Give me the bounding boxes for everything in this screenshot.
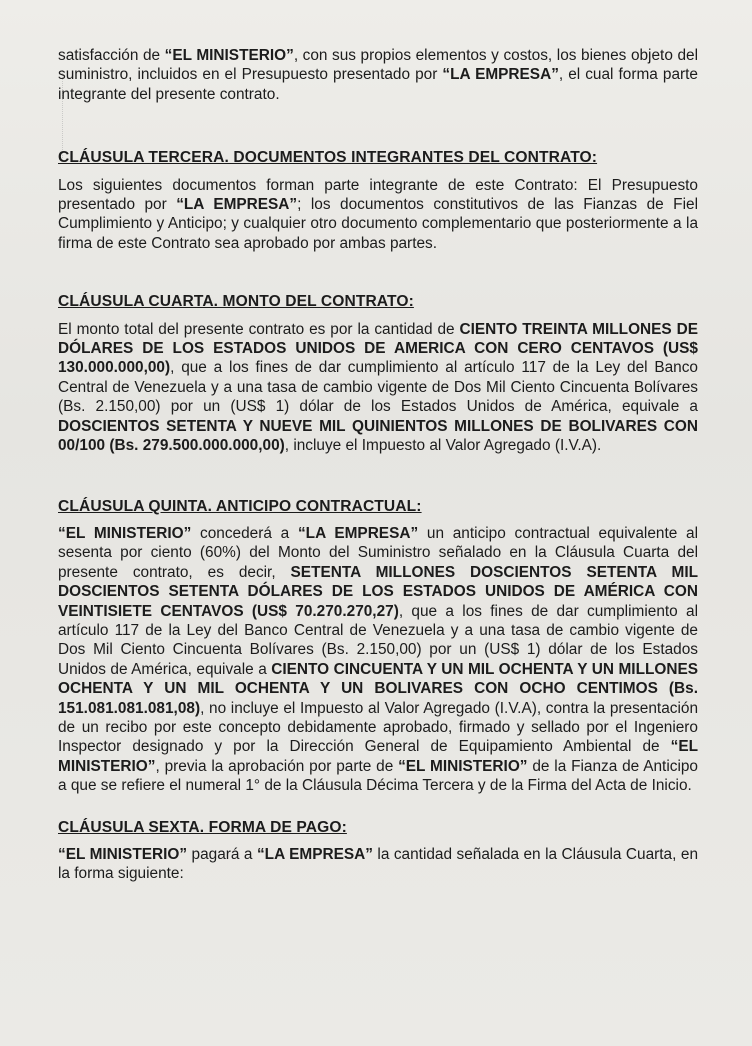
clause-4-paragraph: El monto total del presente contrato es por la cantidad de CIENTO TREINTA MILLONES DE DÓLARES DE LOS ESTADOS UNIDOS DE AMERICA CON CERO CENTAVOS (US$ 130.000.000,00), que a los fines de dar cumplimiento al artículo 117 de la Ley del Banco Central de Venezuela y a una tasa de cambio vigente de Dos Mil Ciento Cincuenta Bolívares (Bs. 2.150,00) por un (US$ 1) dólar de los Estados Unidos de América, equivale a DOSCIENTOS SETENTA Y NUEVE MIL QUINIENTOS MILLONES DE BOLIVARES CON 00/100 (Bs. 279.500.000.000,00), incluye el Impuesto al Valor Agregado (I.V.A). — [58, 320, 698, 455]
clause-6-paragraph: “EL MINISTERIO” pagará a “LA EMPRESA” la cantidad señalada en la Cláusula Cuarta, en la forma siguiente: — [58, 846, 698, 883]
clause-5-heading: CLÁUSULA QUINTA. ANTICIPO CONTRACTUAL: — [58, 497, 422, 515]
margin-stamp-mark — [2, 70, 63, 160]
clause-4-heading: CLÁUSULA CUARTA. MONTO DEL CONTRATO: — [58, 293, 414, 311]
contract-text — [58, 46, 698, 884]
clause-6-heading: CLÁUSULA SEXTA. FORMA DE PAGO: — [58, 818, 347, 836]
clause-3-heading: CLÁUSULA TERCERA. DOCUMENTOS INTEGRANTES DEL CONTRATO: — [58, 149, 598, 167]
intro-paragraph: satisfacción de “EL MINISTERIO”, con sus propios elementos y costos, los bienes objeto del suministro, incluidos en el Presupuesto presentado por “LA EMPRESA”, el cual forma parte integrante del presente contrato. — [58, 47, 698, 103]
clause-3-paragraph: Los siguientes documentos forman parte integrante de este Contrato: El Presupuesto presentado por “LA EMPRESA”; los documentos constitutivos de las Fianzas de Fiel Cumplimiento y Anticipo; y cualquier otro documento complementario que posteriormente a la firma de este Contrato sea aprobado por ambas partes. — [58, 176, 698, 252]
clause-5-paragraph: “EL MINISTERIO” concederá a “LA EMPRESA” un anticipo contractual equivalente al sesenta por ciento (60%) del Monto del Suministro señalado en la Cláusula Cuarta del presente contrato, es decir, SETENTA MILLONES DOSCIENTOS SETENTA MIL DOSCIENTOS SETENTA DÓLARES DE LOS ESTADOS UNIDOS DE AMÉRICA CON VEINTISIETE CENTAVOS (US$ 70.270.270,27), que a los fines de dar cumplimiento al artículo 117 de la Ley del Banco Central de Venezuela y a una tasa de cambio vigente de Dos Mil Ciento Cincuenta Bolívares (Bs. 2.150,00) por un (US$ 1) dólar de los Estados Unidos de América, equivale a CIENTO CINCUENTA Y UN MIL OCHENTA Y UN MILLONES OCHENTA Y UN MIL OCHENTA Y UN BOLIVARES CON OCHO CENTIMOS (Bs. 151.081.081.081,08), no incluye el Impuesto al Valor Agregado (I.V.A), contra la presentación de un recibo por este concepto debidamente aprobado, firmado y sellado por el Ingeniero Inspector designado y por la Dirección General de Equipamiento Ambiental de “EL MINISTERIO”, previa la aprobación por parte de “EL MINISTERIO” de la Fianza de Anticipo a que se refiere el numeral 1° de la Cláusula Décima Tercera y de la Firma del Acta de Inicio. — [58, 524, 698, 795]
